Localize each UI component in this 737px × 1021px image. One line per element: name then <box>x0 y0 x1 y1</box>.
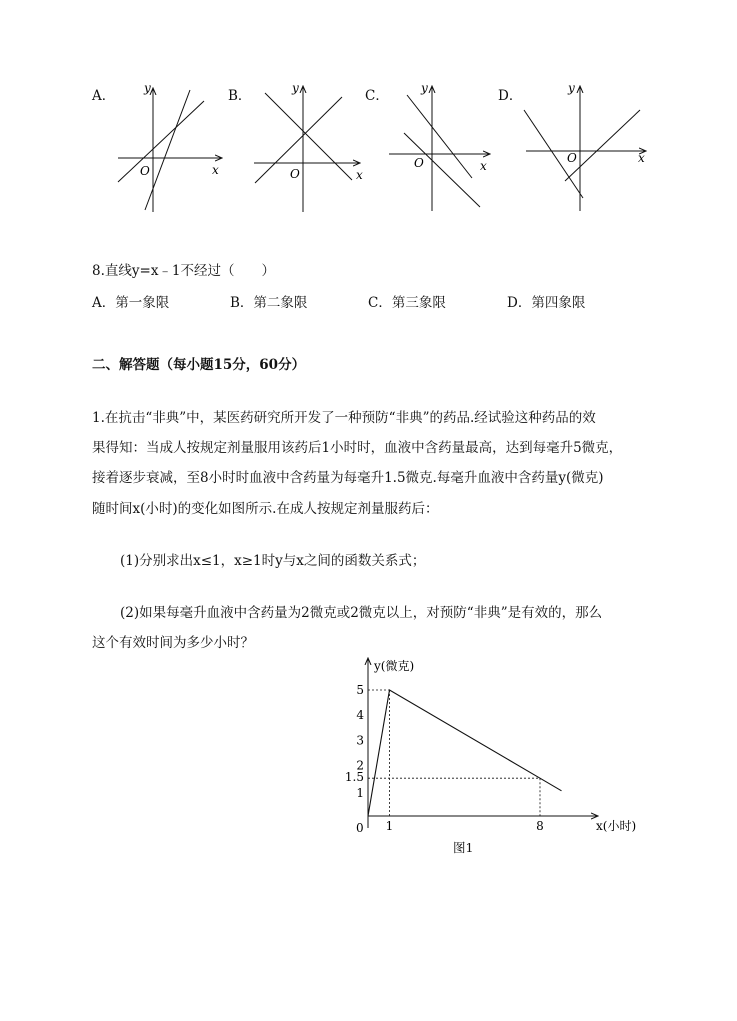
figure-x-label: x(小时) <box>596 819 637 833</box>
figure-y-label: y(微克) <box>374 659 415 673</box>
q8-option-c: C．第三象限 <box>368 295 446 311</box>
graph-b-origin: O <box>290 167 300 181</box>
y-tick-label-1: 1 <box>356 785 364 800</box>
graph-d-y-label: y <box>568 81 575 95</box>
option-d-letter: D． <box>498 88 523 104</box>
graph-c-y-label: y <box>421 81 428 95</box>
figure-1-chart <box>320 650 660 855</box>
graph-d <box>524 81 646 211</box>
q8-option-d: D．第四象限 <box>507 295 586 311</box>
option-c-letter: C． <box>365 88 389 104</box>
graph-b-y-label: y <box>292 81 299 95</box>
graph-b <box>254 81 363 212</box>
section-heading: 二、解答题（每小题15分，60分） <box>92 357 306 373</box>
option-graphs <box>0 0 737 230</box>
figure-origin-label: 0 <box>356 821 364 835</box>
graph-a-origin: O <box>140 164 150 178</box>
y-tick-label-4: 4 <box>356 708 364 723</box>
graph-d-origin: O <box>567 151 577 165</box>
problem1-line-2: 果得知：当成人按规定剂量服用该药后1小时时，血液中含药量最高，达到每毫升5微克， <box>92 440 623 456</box>
problem1-line-3: 接着逐步衰减，至8小时时血液中含药量为每毫升1.5微克.每毫升血液中含药量y(微克) <box>92 470 604 486</box>
graph-c <box>389 81 490 211</box>
graph-c-line-2 <box>404 133 480 207</box>
graph-a-y-label: y <box>144 81 151 95</box>
problem1-part-2-line-1: (2)如果每毫升血液中含药量为2微克或2微克以上，对预防“非典”是有效的，那么 <box>120 605 603 621</box>
q8-option-b: B．第二象限 <box>230 295 308 311</box>
q8-option-a: A．第一象限 <box>92 295 170 311</box>
graph-d-line-2 <box>565 110 640 181</box>
graph-a-line-1 <box>118 101 204 182</box>
problem1-part-1: (1)分别求出x≤1，x≥1时y与x之间的函数关系式； <box>120 553 426 569</box>
problem1-line-1: 1.在抗击“非典”中，某医药研究所开发了一种预防“非典”的药品.经试验这种药品的效 <box>92 410 596 426</box>
option-a-letter: A． <box>92 88 116 104</box>
y-tick-label-5: 5 <box>356 683 364 697</box>
graph-a-x-label: x <box>212 163 219 177</box>
y-tick-label-1-5: 1.5 <box>344 770 364 785</box>
problem1-line-4: 随时间x(小时)的变化如图所示.在成人按规定剂量服药后： <box>92 501 439 517</box>
graph-b-line-1 <box>265 93 352 180</box>
figure-caption: 图1 <box>453 840 474 855</box>
graph-c-origin: O <box>414 156 424 170</box>
data-series-line <box>368 690 562 816</box>
q8-stem: 8.直线y=x﹣1不经过（ ） <box>92 263 276 279</box>
graph-c-x-label: x <box>480 159 487 173</box>
option-b-letter: B． <box>228 88 252 104</box>
problem1-part-2-line-2: 这个有效时间为多少小时？ <box>92 635 254 651</box>
x-tick-label-1: 1 <box>385 819 394 833</box>
x-tick-label-8: 8 <box>536 819 544 833</box>
y-tick-label-2: 2 <box>356 758 364 773</box>
graph-b-x-label: x <box>356 168 363 182</box>
graph-a <box>118 81 222 212</box>
y-tick-label-3: 3 <box>356 733 364 748</box>
graph-d-x-label: x <box>638 151 645 165</box>
